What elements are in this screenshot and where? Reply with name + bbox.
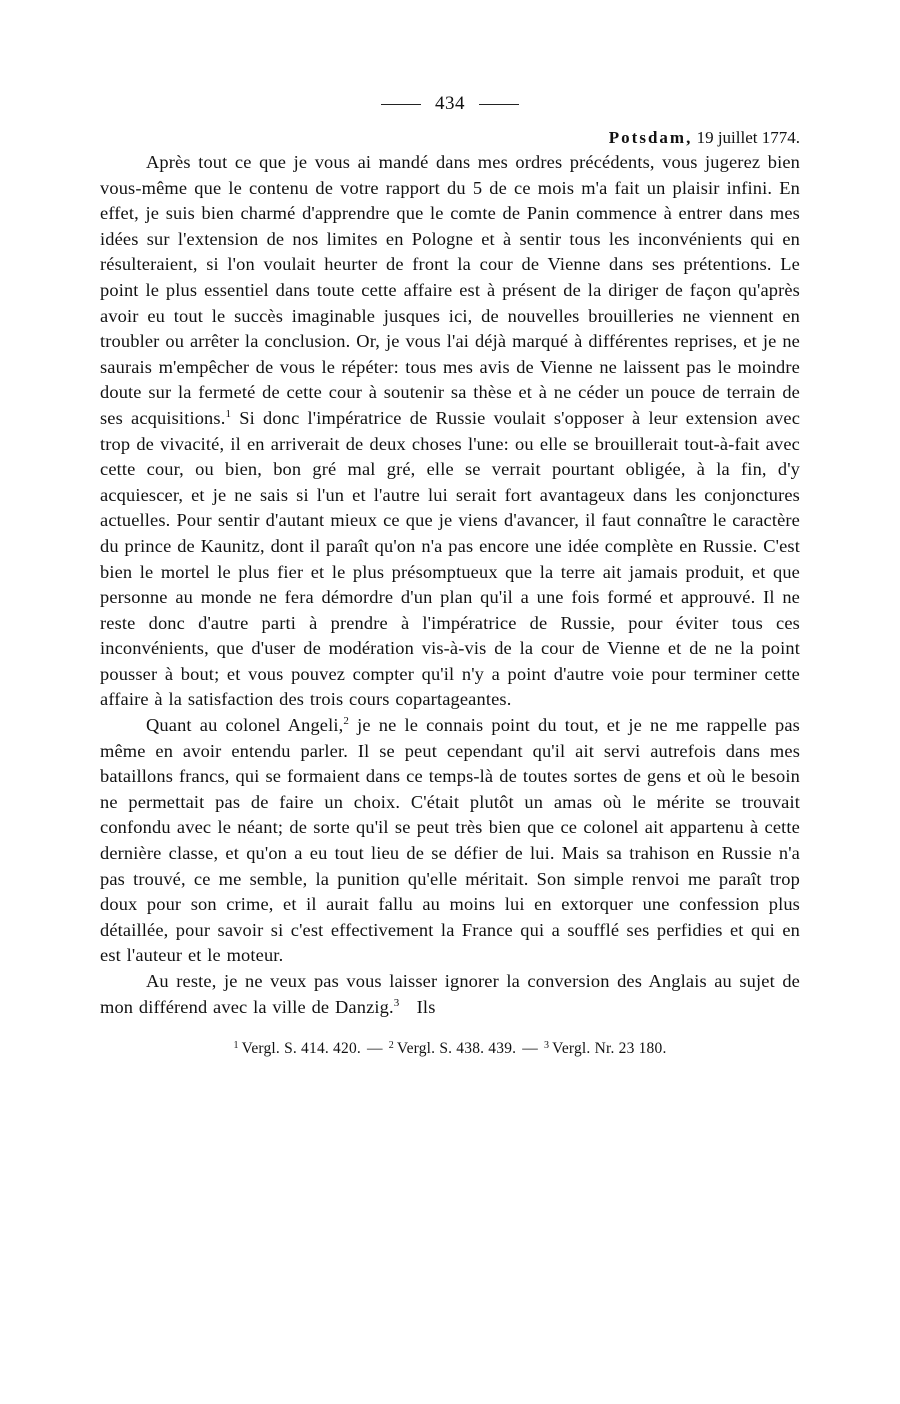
paragraph-2-text-b: je ne le connais point du tout, et je ne me rappelle pas même en avoir entendu parler. Il se peut cependant qu'il ait servi autrefois dans mes bataillons francs, qui se formaient dans ce temps-là de toutes sortes de gens et où le besoin ne permettait pas de faire un choix. C'était plutôt un amas où le mérite se trouvait confondu avec le néant; de sorte qu'il se peut très bien que ce colonel ait appartenu à cette dernière classe, et qu'on a eu tout lieu de se défier de lui. Mais sa trahison en Russie n'a pas trouvé, ce me semble, la punition qu'elle méritait. Son simple renvoi me paraît trop doux pour son crime, et il aurait fallu au moins lui en extorquer une confession plus détaillée, pour savoir si c'est effectivement la France qui a soufflé ses perfidies et qui en est l'auteur et le moteur.	[100, 715, 800, 966]
footnote-1-number: 1	[233, 1040, 239, 1052]
footnote-1	[233, 1040, 361, 1057]
footnote-3-number: 3	[543, 1040, 550, 1052]
footnote-3-text: Vergl. Nr. 23 180.	[552, 1040, 667, 1058]
footnote-3	[544, 1040, 667, 1057]
page-header	[100, 88, 800, 120]
footnote-2-text: Vergl. S. 438. 439.	[396, 1040, 517, 1058]
letter-dateline	[100, 128, 800, 148]
paragraph-1-text-b: Si donc l'impératrice de Russie voulait s'opposer à leur extension avec trop de vivacité, il en arriverait de deux choses l'une: ou elle se brouillerait tout-à-fait avec cette cour, ou bien, bon gré mal gré, elle se verrait pourtant obligée, à la fin, d'y acquiescer, et je ne sais si l'un et l'autre lui serait fort avantageux dans les conjonctures actuelles. Pour sentir d'autant mieux ce que je viens d'avancer, il faut connaître le caractère du prince de Kaunitz, dont il paraît qu'on n'a pas encore une idée complète en Russie. C'est bien le mortel le plus fier et le plus présomptueux que la terre ait jamais produit, et que personne au monde ne fera démordre d'un plan qu'il a une fois formé et approuvé. Il ne reste donc d'autre parti à prendre à l'impératrice de Russie, pour éviter tous ces inconvénients, que d'user de modération vis-à-vis de la cour de Vienne et de ne la point pousser à bout; et vous pouvez compter qu'il n'y a point d'autre voie pour terminer cette affaire à la satisfaction des trois cours copartageantes.	[100, 407, 801, 710]
dateline-place: Potsdam,	[608, 128, 693, 147]
paragraph-2-text-a: Quant au colonel Angeli,	[146, 715, 344, 736]
footnote-separator: —	[366, 1040, 383, 1058]
paragraph-1-text-a: Après tout ce que je vous ai mandé dans mes ordres précédents, vous jugerez bien vous-même que le contenu de votre rapport du 5 de ce mois m'a fait un plaisir infini. En effet, je suis bien charmé d'apprendre que le comte de Panin commence à entrer dans mes idées sur l'extension de nos limites en Pologne et à sentir tous les inconvénients qui en résulteraient, si l'on voulait heurter de front la cour de Vienne dans ses prétentions. Le point le plus essentiel dans toute cette affaire est à présent de la diriger de façon qu'après avoir eu tout le succès imaginable jusques ici, de nouvelles brouilleries ne viennent en troubler ou arrêter la conclusion. Or, je vous l'ai déjà marqué à différentes reprises, et je ne saurais m'empêcher de vous le répéter: tous mes avis de Vienne ne laissent pas le moindre doute sur la fermeté de cette cour à soutenir sa thèse et à ne céder un pouce de terrain de ses acquisitions.	[100, 152, 800, 428]
header-rule-right	[479, 104, 519, 105]
paragraph-3-text-a: Au reste, je ne veux pas vous laisser ignorer la conversion des Anglais au sujet de mon différend avec la ville de Danzig.	[100, 971, 800, 1017]
footnote-ref-1: 1	[225, 407, 232, 420]
footnote-ref-2: 2	[343, 715, 350, 728]
footnote-separator: —	[522, 1040, 538, 1058]
page-number: 434	[435, 93, 465, 114]
paragraph-1	[100, 150, 800, 713]
dateline-date: 19 juillet 1774.	[696, 128, 800, 147]
letter-body	[100, 150, 800, 1020]
footnote-2	[389, 1040, 517, 1057]
footnotes	[100, 1040, 800, 1058]
paragraph-3	[100, 969, 800, 1020]
footnote-ref-3: 3	[393, 996, 400, 1009]
paragraph-3-text-b: Ils	[416, 996, 436, 1017]
footnote-2-number: 2	[388, 1040, 394, 1052]
paragraph-2	[100, 713, 800, 969]
header-rule-left	[381, 104, 421, 105]
book-page	[100, 88, 800, 1058]
footnote-1-text: Vergl. S. 414. 420.	[241, 1040, 361, 1058]
